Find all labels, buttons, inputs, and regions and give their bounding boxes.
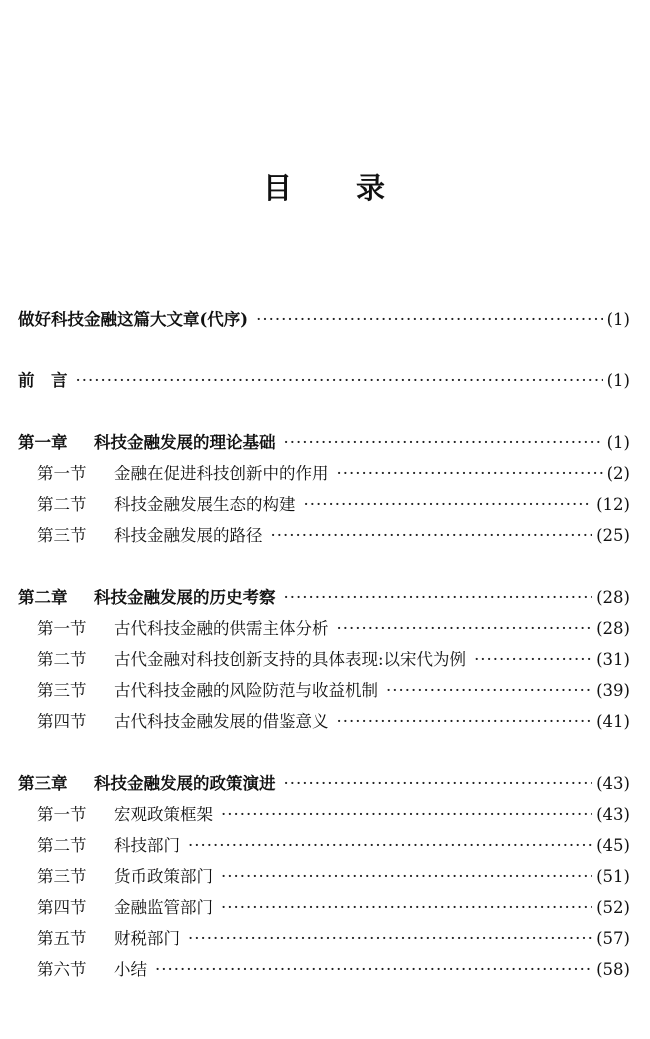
section-title: 金融监管部门 xyxy=(114,898,213,917)
toc-entry-page: (28) xyxy=(596,619,630,638)
leader-dots xyxy=(221,802,592,828)
section-title: 宏观政策框架 xyxy=(114,805,213,824)
leader-dots xyxy=(271,523,593,549)
toc-entry-label: 做好科技金融这篇大文章(代序) xyxy=(18,310,249,329)
leader-dots xyxy=(155,957,592,983)
toc-entry-label xyxy=(37,895,213,921)
toc-entry-page: (25) xyxy=(596,526,630,545)
toc-entry-page: (43) xyxy=(596,774,630,793)
toc-entry-page: (45) xyxy=(596,836,630,855)
section-number: 第三节 xyxy=(37,681,87,700)
section-number: 第一节 xyxy=(37,619,87,638)
leader-dots xyxy=(284,771,593,797)
leader-dots xyxy=(284,585,593,611)
leader-dots xyxy=(256,307,603,333)
toc-entry-page: (1) xyxy=(606,371,630,390)
toc-entry-label xyxy=(37,616,329,642)
toc-entry-preface[interactable] xyxy=(18,307,630,333)
toc-entry-label xyxy=(37,678,378,704)
section-number: 第二节 xyxy=(37,495,87,514)
chapter-title: 科技金融发展的历史考察 xyxy=(94,588,276,607)
section-title: 古代科技金融的风险防范与收益机制 xyxy=(114,681,378,700)
leader-dots xyxy=(284,430,603,456)
chapter-number: 第三章 xyxy=(18,774,68,793)
chapter-title: 科技金融发展的政策演进 xyxy=(94,774,276,793)
leader-dots xyxy=(221,864,592,890)
toc-entry-page: (28) xyxy=(596,588,630,607)
toc-entry-page: (1) xyxy=(606,310,630,329)
toc-section[interactable] xyxy=(37,492,630,518)
section-title: 小结 xyxy=(114,960,147,979)
toc-section[interactable] xyxy=(37,709,630,735)
toc-section[interactable] xyxy=(37,523,630,549)
toc-section[interactable] xyxy=(37,957,630,983)
toc-section[interactable] xyxy=(37,926,630,952)
section-number: 第四节 xyxy=(37,712,87,731)
page-title xyxy=(0,166,650,207)
toc-chapter-2[interactable] xyxy=(18,585,630,611)
toc-chapter-3[interactable] xyxy=(18,771,630,797)
leader-dots xyxy=(304,492,593,518)
title-char-left: 目 xyxy=(262,171,294,205)
toc-entry-label xyxy=(37,802,213,828)
section-title: 科技金融发展生态的构建 xyxy=(114,495,296,514)
toc-entry-label xyxy=(37,461,329,487)
toc-entry-page: (2) xyxy=(606,464,630,483)
toc-entry-page: (57) xyxy=(596,929,630,948)
section-number: 第一节 xyxy=(37,464,87,483)
section-number: 第三节 xyxy=(37,526,87,545)
section-number: 第四节 xyxy=(37,898,87,917)
toc-entry-label xyxy=(37,492,296,518)
toc-entry-label xyxy=(37,926,180,952)
leader-dots xyxy=(76,368,603,394)
section-title: 古代金融对科技创新支持的具体表现:以宋代为例 xyxy=(114,650,467,669)
toc-entry-label xyxy=(37,957,147,983)
toc-entry-label xyxy=(18,771,276,797)
toc-entry-page: (12) xyxy=(596,495,630,514)
toc-entry-label xyxy=(18,585,276,611)
toc-section[interactable] xyxy=(37,895,630,921)
toc-entry-label xyxy=(37,647,466,673)
leader-dots xyxy=(337,461,603,487)
chapter-title: 科技金融发展的理论基础 xyxy=(94,433,276,452)
leader-dots xyxy=(337,616,593,642)
section-number: 第一节 xyxy=(37,805,87,824)
leader-dots xyxy=(474,647,592,673)
section-title: 财税部门 xyxy=(114,929,180,948)
toc-entry-label xyxy=(18,430,276,456)
toc-entry-label xyxy=(37,523,263,549)
leader-dots xyxy=(337,709,593,735)
toc-entry-page: (39) xyxy=(596,681,630,700)
toc-entry-page: (52) xyxy=(596,898,630,917)
section-number: 第三节 xyxy=(37,867,87,886)
toc-entry-label xyxy=(37,833,180,859)
toc-entry-foreword[interactable] xyxy=(18,368,630,394)
section-number: 第二节 xyxy=(37,650,87,669)
toc-section[interactable] xyxy=(37,616,630,642)
toc-entry-label xyxy=(37,864,213,890)
toc-entry-page: (43) xyxy=(596,805,630,824)
section-title: 货币政策部门 xyxy=(114,867,213,886)
toc-entry-label xyxy=(37,709,329,735)
section-title: 古代科技金融发展的借鉴意义 xyxy=(114,712,329,731)
section-number: 第六节 xyxy=(37,960,87,979)
leader-dots xyxy=(386,678,592,704)
toc-section[interactable] xyxy=(37,647,630,673)
chapter-number: 第一章 xyxy=(18,433,68,452)
toc-entry-page: (1) xyxy=(606,433,630,452)
toc-section[interactable] xyxy=(37,802,630,828)
leader-dots xyxy=(188,926,592,952)
leader-dots xyxy=(188,833,592,859)
toc-section[interactable] xyxy=(37,461,630,487)
section-title: 金融在促进科技创新中的作用 xyxy=(114,464,329,483)
section-number: 第二节 xyxy=(37,836,87,855)
toc-chapter-1[interactable] xyxy=(18,430,630,456)
toc-entry-label: 前 言 xyxy=(18,371,68,390)
title-char-right: 录 xyxy=(356,171,388,205)
toc-section[interactable] xyxy=(37,678,630,704)
toc-entry-page: (51) xyxy=(596,867,630,886)
toc-section[interactable] xyxy=(37,864,630,890)
section-title: 古代科技金融的供需主体分析 xyxy=(114,619,329,638)
toc-entry-page: (31) xyxy=(596,650,630,669)
section-number: 第五节 xyxy=(37,929,87,948)
section-title: 科技金融发展的路径 xyxy=(114,526,263,545)
leader-dots xyxy=(221,895,592,921)
toc-entry-page: (41) xyxy=(596,712,630,731)
toc-section[interactable] xyxy=(37,833,630,859)
chapter-number: 第二章 xyxy=(18,588,68,607)
toc-entry-page: (58) xyxy=(596,960,630,979)
section-title: 科技部门 xyxy=(114,836,180,855)
